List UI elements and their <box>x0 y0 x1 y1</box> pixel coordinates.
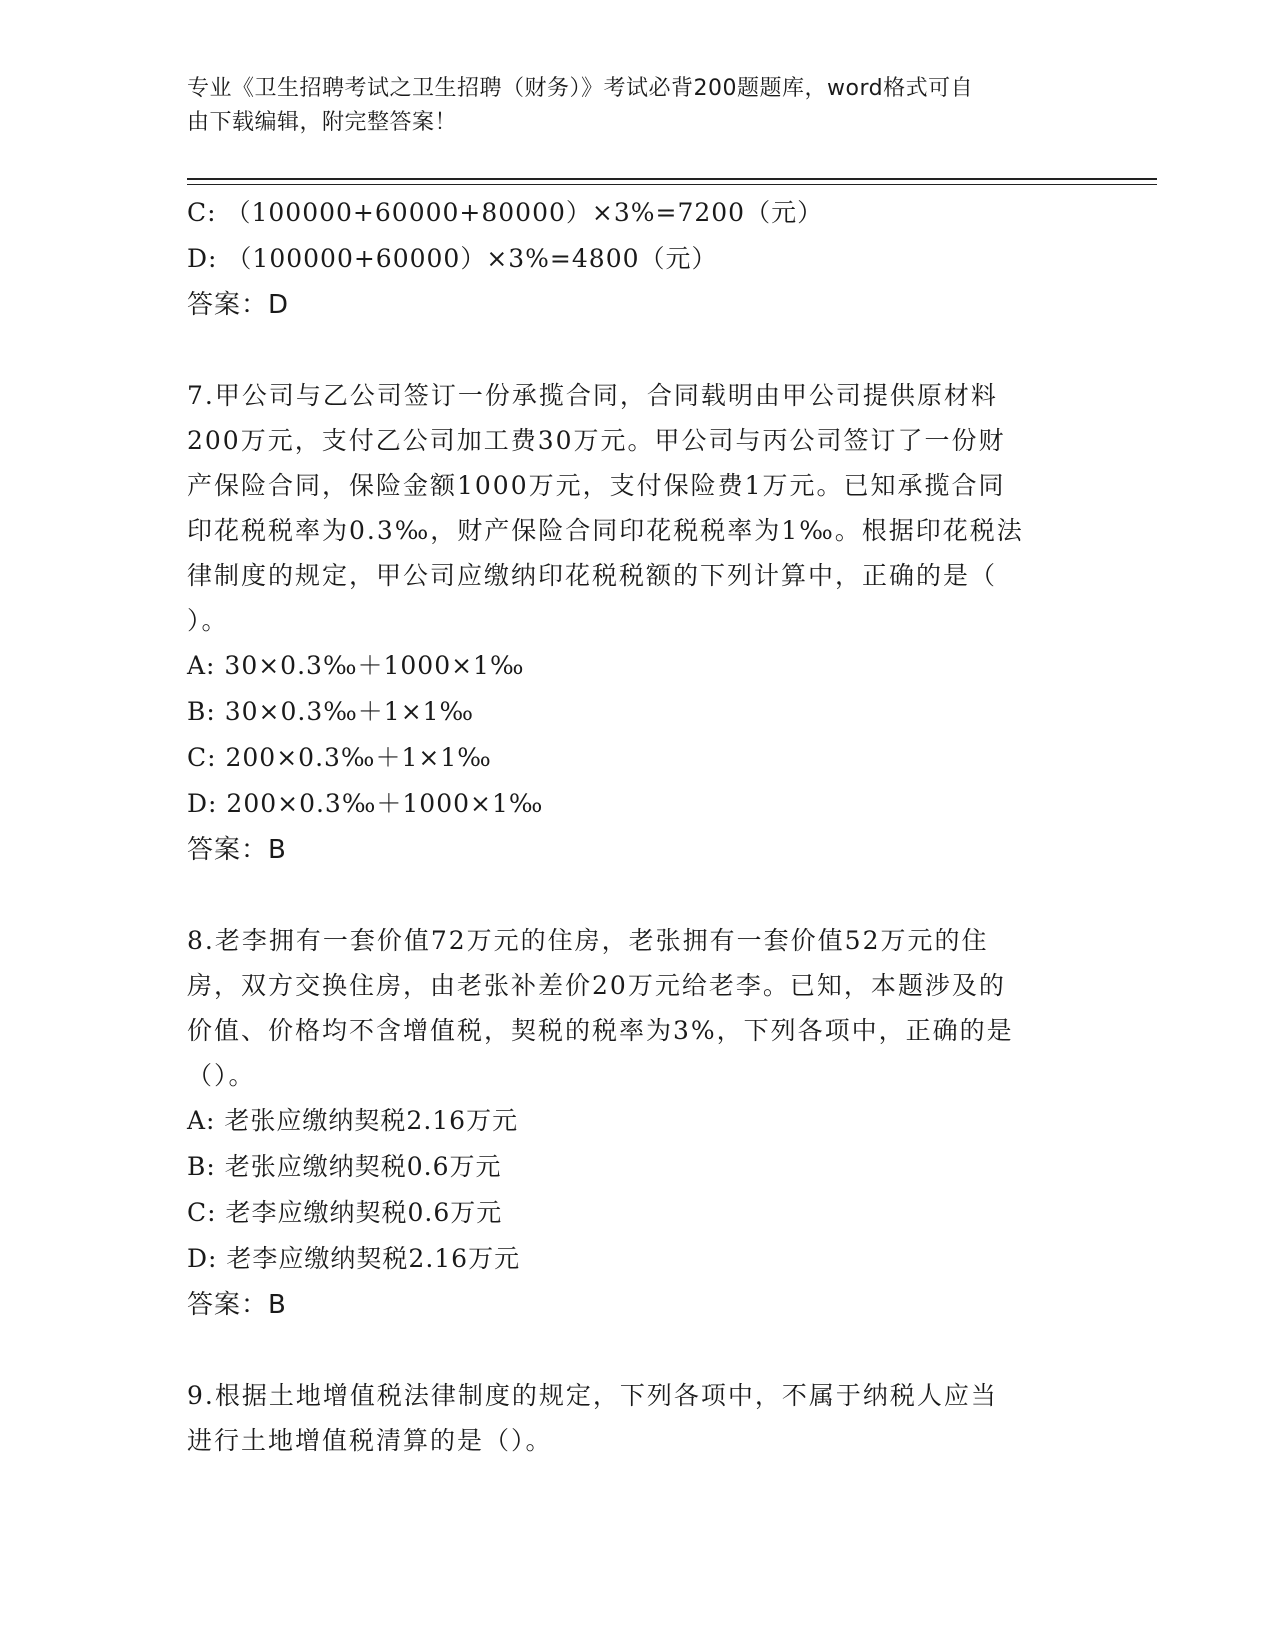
question-line: （）。 <box>187 1061 256 1090</box>
option-b: B: 30×0.3‰＋1×1‰ <box>187 697 475 726</box>
header-line-1: 专业《卫生招聘考试之卫生招聘（财务）》考试必背200题题库，word格式可自 <box>187 76 974 101</box>
header-line-2: 由下载编辑，附完整答案！ <box>187 110 458 135</box>
spacer <box>187 873 1087 918</box>
question-line: 9.根据土地增值税法律制度的规定，下列各项中，不属于纳税人应当 <box>187 1381 998 1410</box>
option-d: D: 200×0.3‰＋1000×1‰ <box>187 789 544 818</box>
question-line: 产保险合同，保险金额1000万元，支付保险费1万元。已知承揽合同 <box>187 471 1006 500</box>
question-line: 律制度的规定，甲公司应缴纳印花税税额的下列计算中，正确的是（ <box>187 561 998 590</box>
question-7-text <box>187 373 1067 643</box>
document-header <box>187 72 1087 140</box>
question-9 <box>187 1373 1087 1463</box>
option-d: D: （100000+60000）×3%=4800（元） <box>187 244 718 273</box>
question-line: 房，双方交换住房，由老张补差价20万元给老李。已知，本题涉及的 <box>187 971 1006 1000</box>
option-c: C: 200×0.3‰＋1×1‰ <box>187 743 492 772</box>
question-line: 7.甲公司与乙公司签订一份承揽合同，合同载明由甲公司提供原材料 <box>187 381 998 410</box>
option-a: A: 老张应缴纳契税2.16万元 <box>187 1106 519 1135</box>
question-line: 8.老李拥有一套价值72万元的住房，老张拥有一套价值52万元的住 <box>187 926 989 955</box>
question-line: 进行土地增值税清算的是（）。 <box>187 1426 553 1455</box>
header-divider-thin <box>187 184 1157 185</box>
answer-line: 答案：B <box>187 1290 287 1320</box>
question-9-text <box>187 1373 1067 1463</box>
option-c: C: 老李应缴纳契税0.6万元 <box>187 1198 503 1227</box>
option-d: D: 老李应缴纳契税2.16万元 <box>187 1244 521 1273</box>
question-line: 价值、价格均不含增值税，契税的税率为3%，下列各项中，正确的是 <box>187 1016 1014 1045</box>
option-c: C: （100000+60000+80000）×3%=7200（元） <box>187 198 824 227</box>
document-body <box>187 190 1087 1463</box>
header-divider-thick <box>187 178 1157 180</box>
question-8 <box>187 918 1087 1328</box>
question-6-tail <box>187 190 1087 328</box>
spacer <box>187 1328 1087 1373</box>
answer-line: 答案：D <box>187 290 290 320</box>
answer-line: 答案：B <box>187 835 287 865</box>
option-a: A: 30×0.3‰＋1000×1‰ <box>187 651 525 680</box>
question-line: 200万元，支付乙公司加工费30万元。甲公司与丙公司签订了一份财 <box>187 426 1006 455</box>
spacer <box>187 328 1087 373</box>
question-7 <box>187 373 1087 873</box>
option-b: B: 老张应缴纳契税0.6万元 <box>187 1152 502 1181</box>
question-line: ）。 <box>187 606 229 635</box>
question-line: 印花税税率为0.3‰，财产保险合同印花税税率为1‰。根据印花税法 <box>187 516 1024 545</box>
question-8-text <box>187 918 1067 1098</box>
